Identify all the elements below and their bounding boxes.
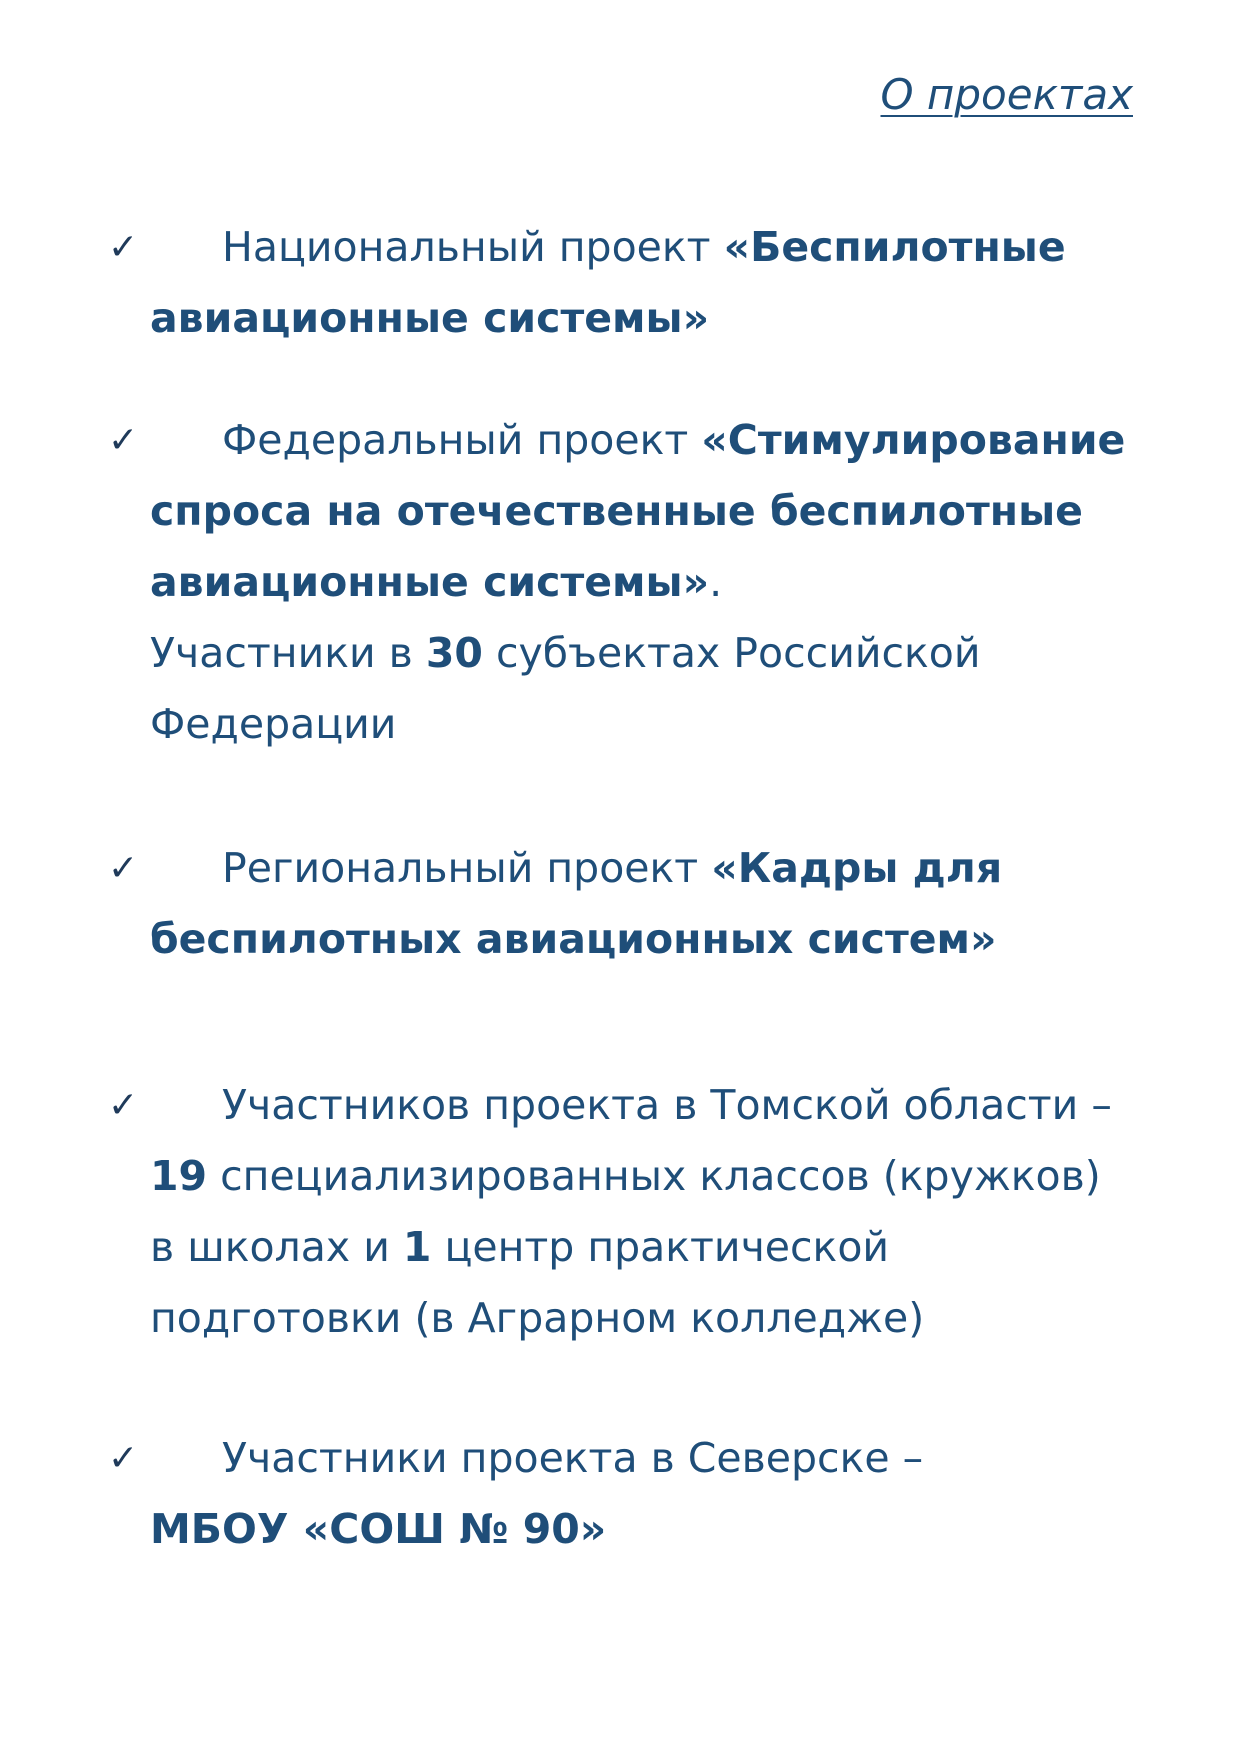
project-item-federal (108, 405, 1190, 760)
item-line: Участники в 30 субъектах Российской (150, 629, 981, 677)
project-item-regional (108, 833, 1190, 975)
item-line: беспилотных авиационных систем» (150, 915, 997, 963)
page-heading: О проектах (880, 70, 1133, 119)
item-line: Федерации (150, 700, 397, 748)
item-line: Участников проекта в Томской области – (222, 1081, 1112, 1129)
item-line: Федеральный проект «Стимулирование (222, 416, 1126, 464)
item-line: в школах и 1 центр практической (150, 1223, 890, 1271)
item-line: МБОУ «СОШ № 90» (150, 1505, 607, 1553)
item-line: Участники проекта в Северске – (222, 1434, 924, 1482)
item-line: спроса на отечественные беспилотные (150, 487, 1083, 535)
item-line: подготовки (в Аграрном колледже) (150, 1294, 925, 1342)
checkmark-icon: ✓ (108, 420, 139, 461)
project-item-seversk (108, 1423, 1190, 1565)
project-item-tomsk (108, 1070, 1190, 1354)
item-line: авиационные системы». (150, 558, 723, 606)
item-line: авиационные системы» (150, 294, 710, 342)
item-line: Национальный проект «Беспилотные (222, 223, 1066, 271)
checkmark-icon: ✓ (108, 1438, 139, 1479)
project-item-national (108, 212, 1190, 354)
checkmark-icon: ✓ (108, 1085, 139, 1126)
item-line: Региональный проект «Кадры для (222, 844, 1003, 892)
checkmark-icon: ✓ (108, 848, 139, 889)
item-line: 19 специализированных классов (кружков) (150, 1152, 1101, 1200)
checkmark-icon: ✓ (108, 227, 139, 268)
